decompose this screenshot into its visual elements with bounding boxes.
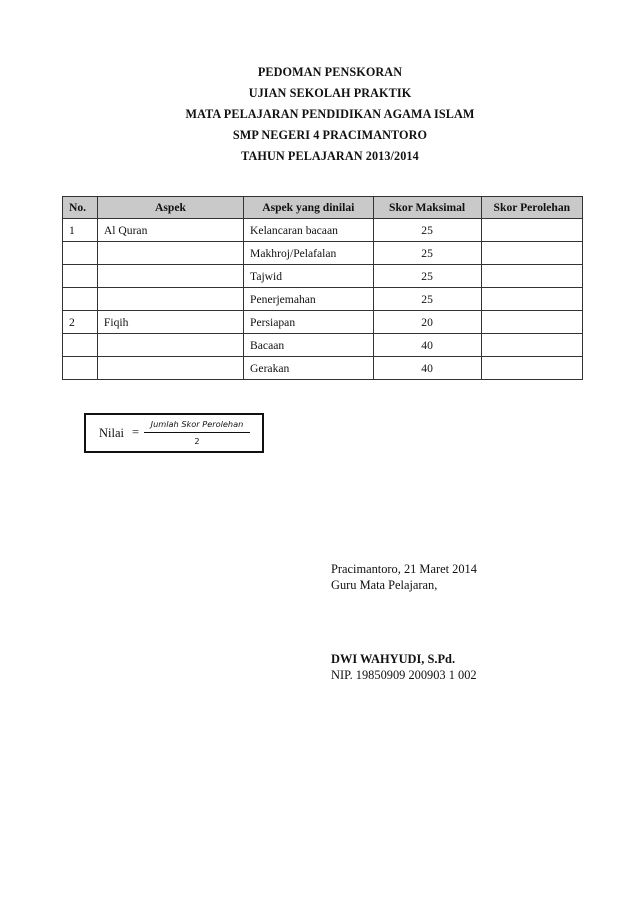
cell-aspek-dinilai: Gerakan	[244, 357, 373, 380]
cell-aspek	[97, 334, 243, 357]
formula-equals: =	[132, 425, 140, 439]
cell-skor-perolehan[interactable]	[481, 311, 582, 334]
cell-skor-maksimal: 25	[373, 219, 481, 242]
header-exam: UJIAN SEKOLAH PRAKTIK	[248, 86, 412, 100]
cell-no	[63, 334, 98, 357]
table-row	[63, 288, 583, 311]
header-subject: MATA PELAJARAN PENDIDIKAN AGAMA ISLAM	[185, 107, 475, 121]
col-header-skor-perolehan: Skor Perolehan	[481, 197, 582, 219]
cell-no	[63, 288, 98, 311]
cell-no: 1	[63, 219, 98, 242]
cell-no	[63, 265, 98, 288]
signature-place-date: Pracimantoro, 21 Maret 2014	[331, 562, 477, 576]
cell-skor-perolehan[interactable]	[481, 357, 582, 380]
table-row	[63, 357, 583, 380]
header-year: TAHUN PELAJARAN 2013/2014	[241, 149, 419, 163]
formula-label: Nilai	[99, 426, 124, 440]
scoring-table	[62, 196, 583, 380]
signature-space	[331, 593, 477, 651]
cell-skor-perolehan[interactable]	[481, 265, 582, 288]
cell-skor-maksimal: 25	[373, 288, 481, 311]
cell-skor-maksimal: 20	[373, 311, 481, 334]
document-header	[0, 62, 638, 167]
fraction-bar	[144, 432, 250, 433]
cell-aspek-dinilai: Kelancaran bacaan	[244, 219, 373, 242]
table-row	[63, 311, 583, 334]
signature-nip: NIP. 19850909 200903 1 002	[331, 668, 477, 682]
signature-name: DWI WAHYUDI, S.Pd.	[331, 652, 456, 666]
table-row	[63, 334, 583, 357]
table-row	[63, 265, 583, 288]
cell-skor-maksimal: 40	[373, 334, 481, 357]
cell-aspek: Fiqih	[97, 311, 243, 334]
col-header-aspek-dinilai: Aspek yang dinilai	[244, 197, 373, 219]
col-header-no: No.	[63, 197, 98, 219]
cell-skor-maksimal: 40	[373, 357, 481, 380]
table-row	[63, 219, 583, 242]
cell-skor-maksimal: 25	[373, 242, 481, 265]
cell-aspek-dinilai: Bacaan	[244, 334, 373, 357]
cell-no: 2	[63, 311, 98, 334]
cell-aspek-dinilai: Penerjemahan	[244, 288, 373, 311]
header-school: SMP NEGERI 4 PRACIMANTORO	[232, 128, 428, 142]
cell-aspek	[97, 357, 243, 380]
header-title: PEDOMAN PENSKORAN	[257, 65, 403, 79]
cell-aspek	[97, 265, 243, 288]
table-row	[63, 242, 583, 265]
cell-aspek-dinilai: Tajwid	[244, 265, 373, 288]
col-header-aspek: Aspek	[97, 197, 243, 219]
cell-no	[63, 242, 98, 265]
cell-no	[63, 357, 98, 380]
formula-denominator: 2	[194, 436, 200, 446]
cell-aspek	[97, 288, 243, 311]
signature-block	[331, 561, 477, 683]
cell-aspek	[97, 242, 243, 265]
signature-role: Guru Mata Pelajaran,	[331, 578, 438, 592]
score-formula-box	[84, 413, 264, 453]
table-header-row	[63, 197, 583, 219]
cell-aspek-dinilai: Makhroj/Pelafalan	[244, 242, 373, 265]
cell-skor-perolehan[interactable]	[481, 334, 582, 357]
col-header-skor-maksimal: Skor Maksimal	[373, 197, 481, 219]
cell-skor-maksimal: 25	[373, 265, 481, 288]
cell-skor-perolehan[interactable]	[481, 288, 582, 311]
cell-skor-perolehan[interactable]	[481, 219, 582, 242]
cell-skor-perolehan[interactable]	[481, 242, 582, 265]
formula-numerator: Jumlah Skor Perolehan	[150, 419, 244, 429]
cell-aspek-dinilai: Persiapan	[244, 311, 373, 334]
cell-aspek: Al Quran	[97, 219, 243, 242]
